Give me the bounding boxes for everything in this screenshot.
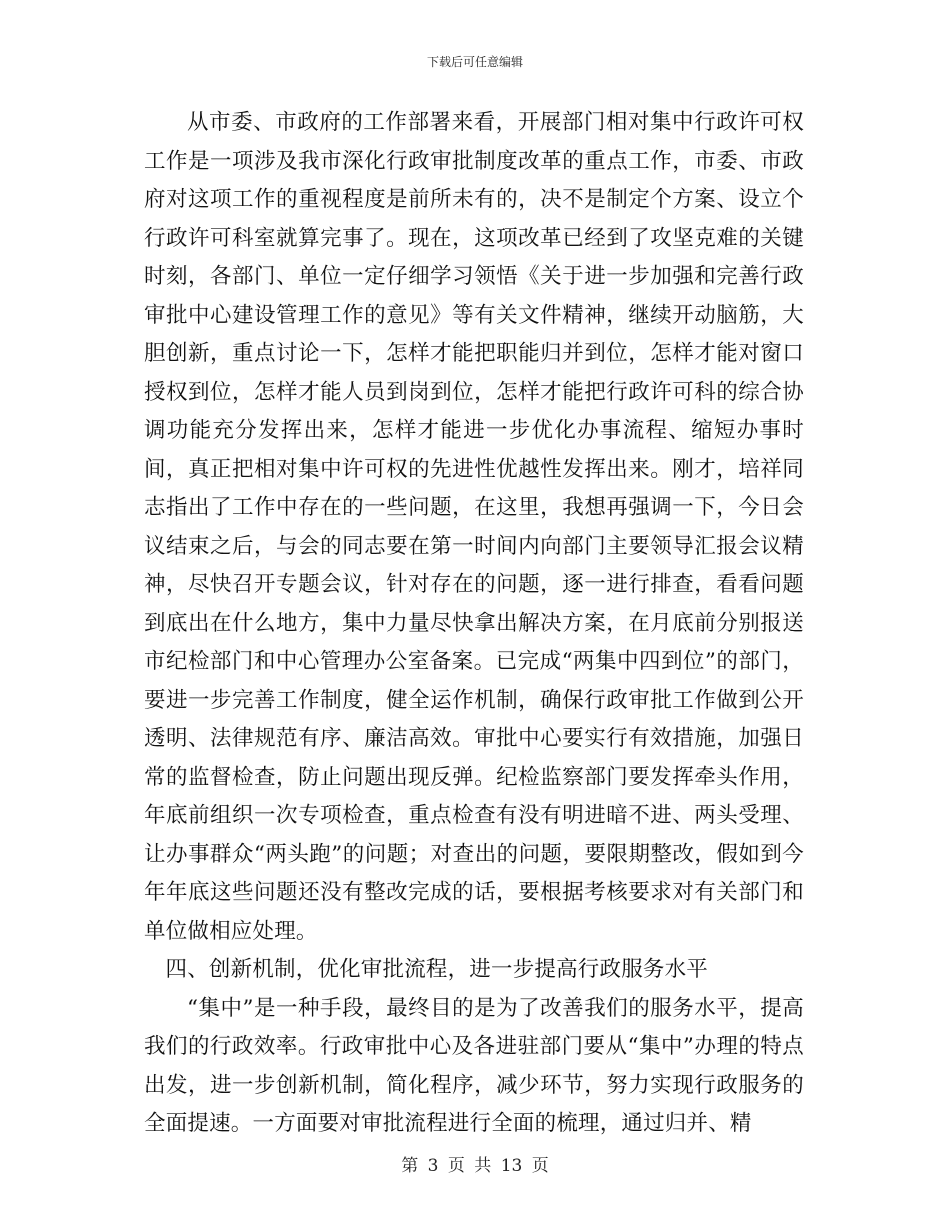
- page-header: 下载后可任意编辑: [426, 55, 523, 69]
- document-body: [144, 104, 804, 1144]
- page-number-footer: 第 3 页 共 13 页: [401, 1156, 549, 1176]
- section-heading: 四、创新机制，优化审批流程，进一步提高行政服务水平: [165, 957, 709, 982]
- paragraph-1: 从市委、市政府的工作部署来看，开展部门相对集中行政许可权工作是一项涉及我市深化行政审批制度改革的重点工作，市委、市政府对这项工作的重视程度是前所未有的，决不是制定个方案、设立个行政许可科室就算完事了。现在，这项改革已经到了攻坚克难的关键时刻，各部门、单位一定仔细学习领悟《关于进一步加强和完善行政审批中心建设管理工作的意见》等有关文件精神，继续开动脑筋，大胆创新，重点讨论一下，怎样才能把职能归并到位，怎样才能对窗口授权到位，怎样才能人员到岗到位，怎样才能把行政许可科的综合协调功能充分发挥出来，怎样才能进一步优化办事流程、缩短办事时间，真正把相对集中许可权的先进性优越性发挥出来。刚才，培祥同志指出了工作中存在的一些问题，在这里，我想再强调一下，今日会议结束之后，与会的同志要在第一时间内向部门主要领导汇报会议精神，尽快召开专题会议，针对存在的问题，逐一进行排查，看看问题到底出在什么地方，集中力量尽快拿出解决方案，在月底前分别报送市纪检部门和中心管理办公室备案。已完成“两集中四到位”的部门，要进一步完善工作制度，健全运作机制，确保行政审批工作做到公开透明、法律规范有序、廉洁高效。审批中心要实行有效措施，加强日常的监督检查，防止问题出现反弹。纪检监察部门要发挥牵头作用，年底前组织一次专项检查，重点检查有没有明进暗不进、两头受理、让办事群众“两头跑”的问题；对查出的问题，要限期整改，假如到今年年底这些问题还没有整改完成的话，要根据考核要求对有关部门和单位做相应处理。: [144, 110, 804, 944]
- paragraph-2: “集中”是一种手段，最终目的是为了改善我们的服务水平，提高我们的行政效率。行政审批中心及各进驻部门要从“集中”办理的特点出发，进一步创新机制，简化程序，减少环节，努力实现行政服务的全面提速。一方面要对审批流程进行全面的梳理，通过归并、精: [144, 995, 804, 1136]
